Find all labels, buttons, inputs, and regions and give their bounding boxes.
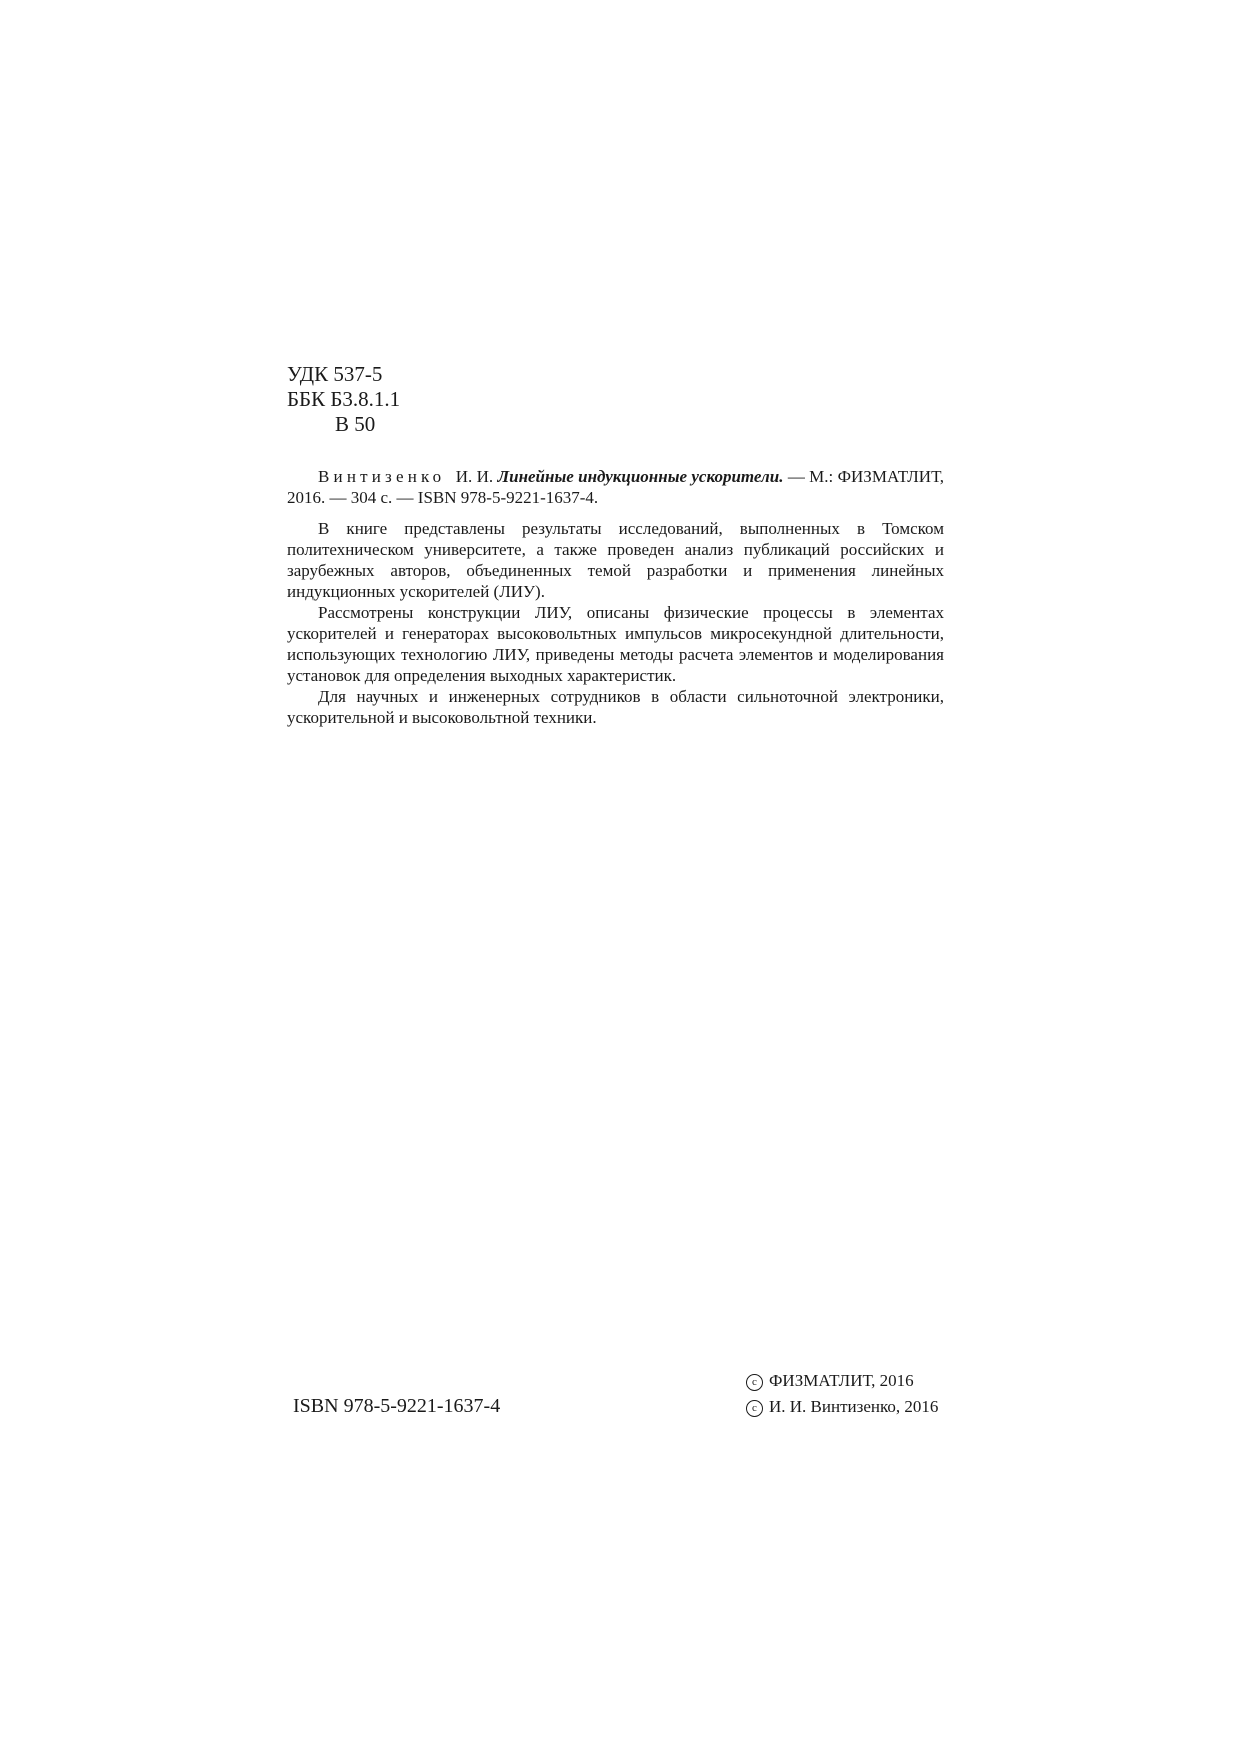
copyright-author-line	[746, 1394, 938, 1420]
citation-author: Винтизенко	[318, 467, 446, 486]
annotation-paragraph: Для научных и инженерных сотрудников в области сильноточной электроники, ускорительной и высоковольтной техники.	[287, 687, 944, 727]
copyright-icon: c	[746, 1400, 763, 1417]
citation-imprint: — М.: ФИЗМАТЛИТ, 2016. — 304 с. — ISBN 978-5-9221-1637-4.	[287, 467, 945, 507]
copyright-block	[746, 1368, 938, 1420]
bibliographic-citation	[287, 466, 944, 508]
copyright-icon: c	[746, 1374, 763, 1391]
classification-block	[287, 362, 400, 437]
copyright-publisher: ФИЗМАТЛИТ, 2016	[769, 1371, 914, 1390]
annotation-paragraph: В книге представлены результаты исследований, выполненных в Томском политехническом университете, а также проведен анализ публикаций российских и зарубежных авторов, объединенных темой разработки и применения линейных индукционных ускорителей (ЛИУ).	[287, 519, 944, 601]
bbk-code: ББК Б3.8.1.1	[287, 387, 401, 411]
annotation-paragraph: Рассмотрены конструкции ЛИУ, описаны физические процессы в элементах ускорителей и генераторах высоковольтных импульсов микросекундной длительности, использующих технологию ЛИУ, приведены методы расчета элементов и моделирования установок для определения выходных характеристик.	[287, 603, 944, 685]
copyright-publisher-line	[746, 1368, 938, 1394]
annotation-block	[287, 466, 944, 728]
author-mark: В 50	[335, 412, 376, 436]
copyright-author: И. И. Винтизенко, 2016	[769, 1397, 939, 1416]
footer-isbn: ISBN 978-5-9221-1637-4	[293, 1395, 501, 1417]
udk-code: УДК 537-5	[287, 362, 383, 386]
citation-title: Линейные индукционные ускорители.	[497, 467, 784, 486]
citation-initials: И. И.	[455, 467, 494, 486]
